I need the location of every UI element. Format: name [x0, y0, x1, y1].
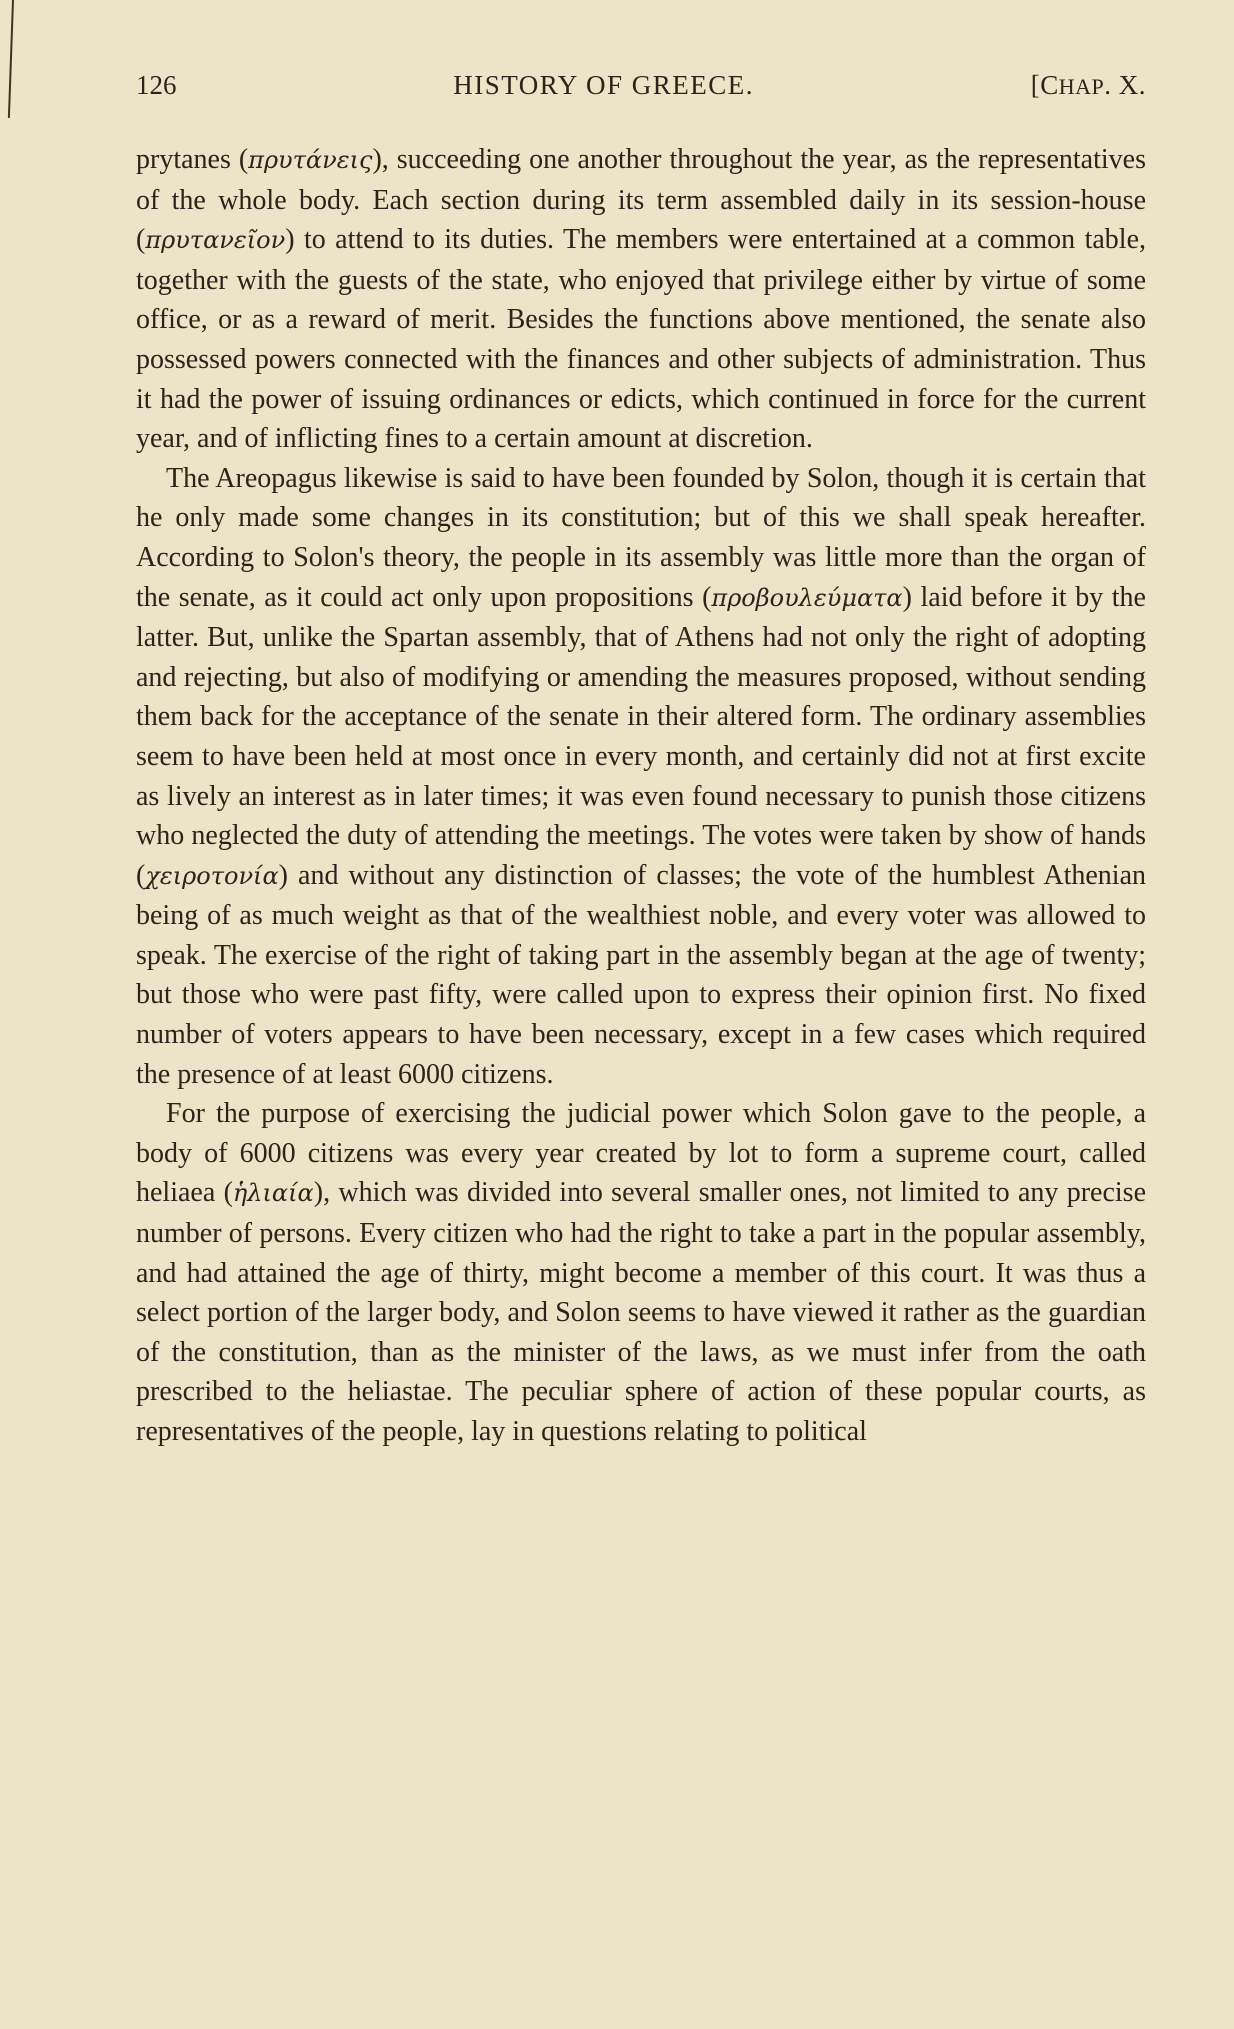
chapter-label: [1031, 70, 1146, 101]
text-run: prytanes (: [136, 144, 249, 175]
text-run: For the purpose of exercising the judicial power which Solon gave to the people, a body of 6000 citizens was every year created by lot to form a supreme court, called heliaea (: [136, 1098, 1146, 1209]
chapter-label-rest: . X.: [1104, 70, 1146, 100]
book-page: [136, 70, 1146, 1452]
chapter-label-open: [C: [1030, 70, 1059, 100]
greek-term: πρυτάνεις: [248, 146, 373, 174]
greek-term: προβουλεύματα: [711, 583, 903, 612]
page-number: 126: [136, 70, 177, 100]
text-run: ), which was divided into several smaller ones, not limited to any precise number of persons. Every citizen who had the right to take a part in the popular assembly, and had attained the age of thirty, might become a member of this court. It was thus a select portion of the larger body, and Solon seems to have viewed it rather as the guardian of the constitution, than as the minister of the laws, as we must infer from the oath prescribed to the heliastae. The peculiar sphere of action of these popular courts, as representatives of the people, lay in questions relating to political: [136, 1177, 1147, 1447]
greek-term: χειροτονία: [145, 861, 279, 890]
greek-term: πρυτανεῖον: [145, 226, 286, 255]
text-run: ) laid before it by the latter. But, unlike the Spartan assembly, that of Athens had not only the right of adopting and rejecting, but also of modifying or amending the measures proposed, without sending them back for the acceptance of the senate in their altered form. The ordinary assemblies seem to have been held at most once in every month, and certainly did not at first excite as lively an interest as in later times; it was even found necessary to punish those citizens who neglected the duty of attending the meetings. The votes were taken by show of hands (: [136, 581, 1146, 891]
text-run: ), succeeding one another throughout the year, as the representatives of the whole body. Each section during its term assembled daily in its session-house (: [136, 144, 1146, 256]
greek-term: ἡλιαία: [232, 1179, 314, 1208]
body-text: [136, 140, 1146, 1452]
text-run: The Areopagus likewise is said to have been founded by Solon, though it is certain that he only made some changes in its constitution; but of this we shall speak hereafter. According to Solon's theory, the people in its assembly was little more than the organ of the senate, as it could act only upon propositions (: [136, 462, 1146, 613]
text-run: ) to attend to its duties. The members were entertained at a common table, together with the guests of the state, who enjoyed that privilege either by virtue of some office, or as a reward of merit. Besides the functions above mentioned, the senate also possessed powers connected with the finances and other subjects of administration. Thus it had the power of issuing ordinances or edicts, which continued in force for the current year, and of inflicting fines to a certain amount at discretion.: [136, 224, 1146, 455]
scan-edge-line: [8, 0, 14, 118]
paragraph-2: [136, 459, 1146, 1095]
paragraph-1: [136, 140, 1146, 459]
paragraph-3: [136, 1094, 1146, 1451]
running-title: HISTORY OF GREECE.: [453, 70, 755, 100]
running-head: [136, 70, 1146, 118]
text-run: ) and without any distinction of classes; the vote of the humblest Athenian being of as much weight as that of the wealthiest noble, and every voter was allowed to speak. The exercise of the right of taking part in the assembly began at the age of twenty; but those who were past fifty, were called upon to express their opinion first. No fixed number of voters appears to have been necessary, except in a few cases which required the presence of at least 6000 citizens.: [136, 859, 1146, 1090]
chapter-label-smallcaps: HAP: [1058, 74, 1105, 99]
